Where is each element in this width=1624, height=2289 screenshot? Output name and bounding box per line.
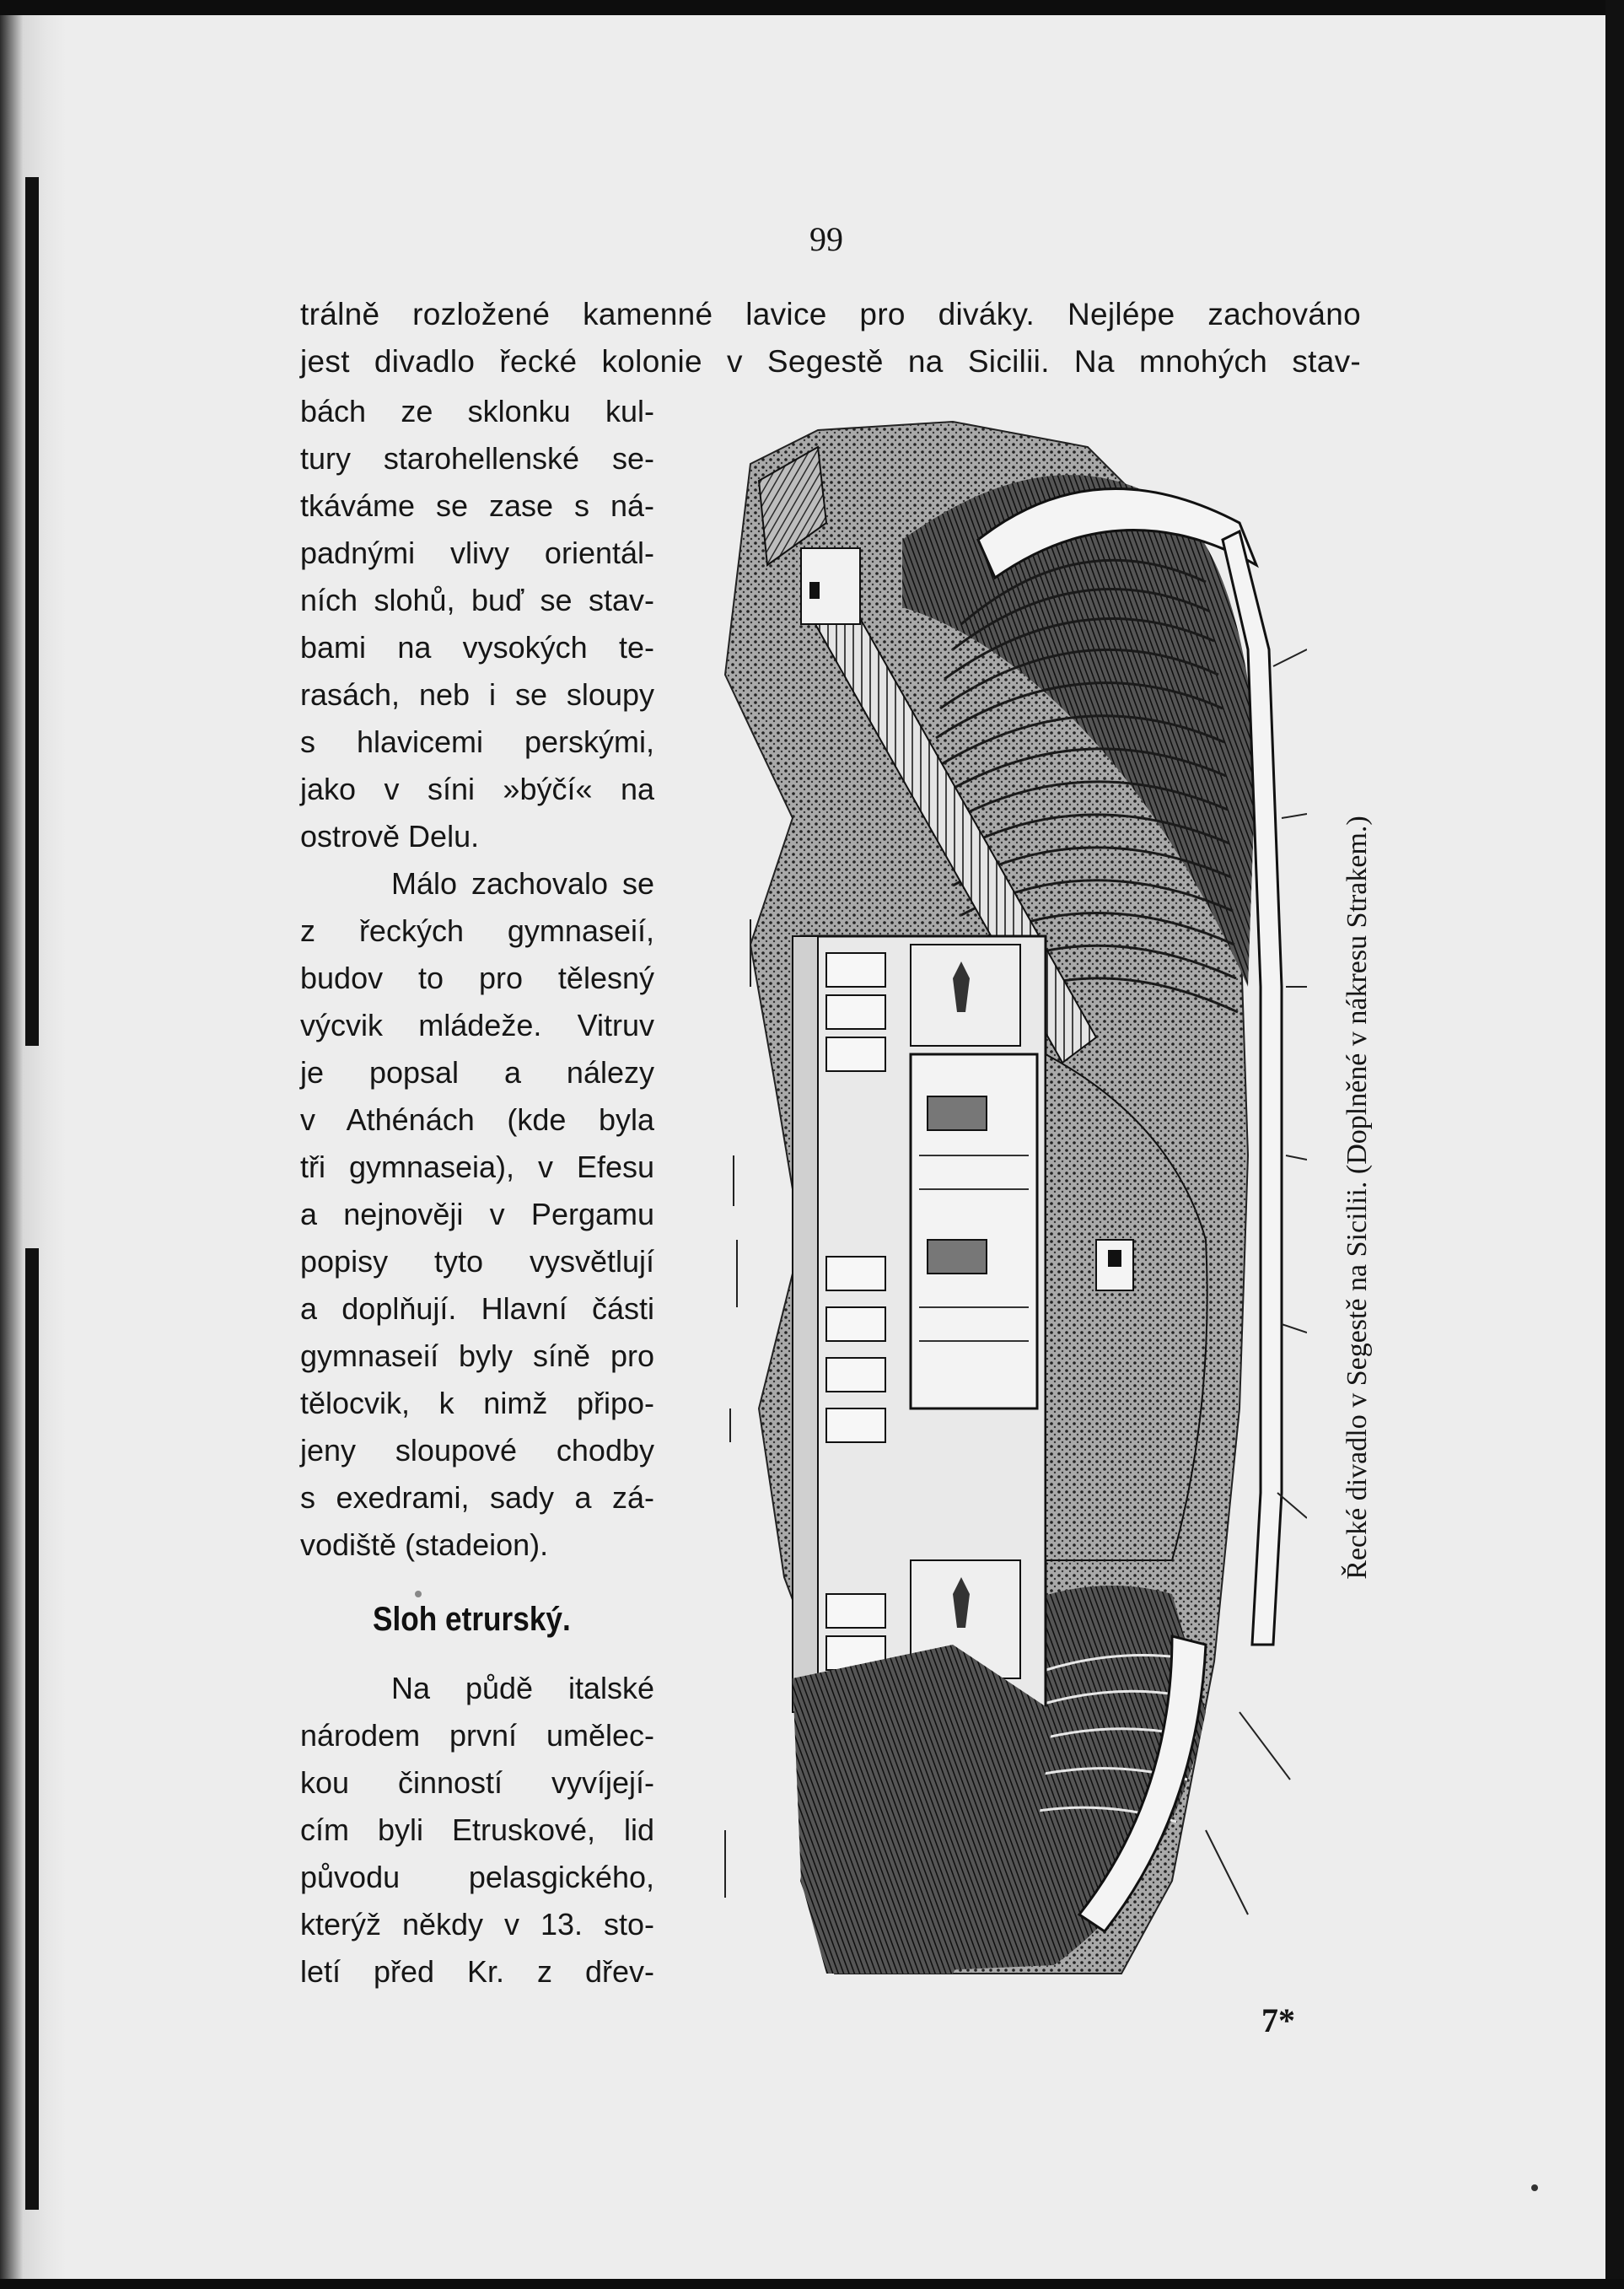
scan-border-right [1605, 0, 1624, 2289]
figure-caption-text: Řecké divadlo v Segestě na Sicilii. (Doplněné v nákresu Strakem.) [1342, 816, 1373, 1580]
text-line: tury starohellenské se- [300, 441, 654, 476]
text-line: v Athénách (kde byla [300, 1102, 654, 1137]
text-line: padnými vlivy orientál- [300, 536, 654, 570]
text-line: národem první umělec- [300, 1718, 654, 1753]
text-line: popisy tyto vysvětlují [300, 1244, 654, 1279]
text-line: ních slohů, buď se stav- [300, 583, 654, 617]
scan-border-top [0, 0, 1624, 15]
text-line: jako v síni »býčí« na [300, 772, 654, 806]
text-line: původu pelasgického, [300, 1860, 654, 1894]
text-line-full: trálně rozložené kamenné lavice pro diváky. Nejlépe zachováno [300, 297, 1361, 331]
text-line: kterýž někdy v 13. sto- [300, 1907, 654, 1942]
binding-shadow [25, 1248, 39, 2210]
text-line: a doplňují. Hlavní části [300, 1291, 654, 1326]
text-line: letí před Kr. z dřev- [300, 1954, 654, 1989]
text-line: cím byli Etruskové, lid [300, 1812, 654, 1847]
paragraph-column-1 [300, 388, 654, 1569]
book-binding-edge [0, 0, 66, 2289]
text-line: Na půdě italské [391, 1671, 654, 1705]
paragraph-column-3 [300, 1665, 654, 1995]
text-line: tkáváme se zase s ná- [300, 488, 654, 523]
text-line: z řeckých gymnaseií, [300, 913, 654, 948]
section-heading: Sloh etrurský. [373, 1601, 571, 1638]
text-line: výcvik mládeže. Vitruv [300, 1008, 654, 1042]
text-line: je popsal a nálezy [300, 1055, 654, 1090]
text-line: jeny sloupové chodby [300, 1433, 654, 1468]
text-line: bách ze sklonku kul- [300, 394, 654, 428]
scan-speck [415, 1591, 422, 1597]
text-line-full: jest divadlo řecké kolonie v Segestě na Sicilii. Na mnohých stav- [300, 344, 1361, 379]
text-line: tělocvik, k nimž připo- [300, 1386, 654, 1420]
page-number: 99 [809, 220, 843, 258]
figure-caption [1332, 700, 1383, 1695]
text-line: tři gymnaseia), v Efesu [300, 1150, 654, 1184]
text-line: a nejnověji v Pergamu [300, 1197, 654, 1231]
text-line: s exedrami, sady a zá- [300, 1480, 654, 1515]
text-line: kou činností vyvíjejí- [300, 1765, 654, 1800]
text-line: rasách, neb i se sloupy [300, 677, 654, 712]
binding-shadow [25, 177, 39, 1046]
text-line: ostrově Delu. [300, 819, 480, 854]
text-line: Málo zachovalo se [391, 866, 654, 901]
text-line: bami na vysokých te- [300, 630, 654, 665]
scan-border-bottom [0, 2279, 1624, 2289]
text-line: s hlavicemi perskými, [300, 724, 654, 759]
theatre-illustration [700, 396, 1307, 1982]
text-line: budov to pro tělesný [300, 961, 654, 995]
signature-mark: 7* [1261, 2001, 1295, 2039]
text-line: gymnaseií byly síně pro [300, 1338, 654, 1373]
text-line: vodiště (stadeion). [300, 1527, 549, 1562]
scan-speck [1531, 2184, 1538, 2191]
